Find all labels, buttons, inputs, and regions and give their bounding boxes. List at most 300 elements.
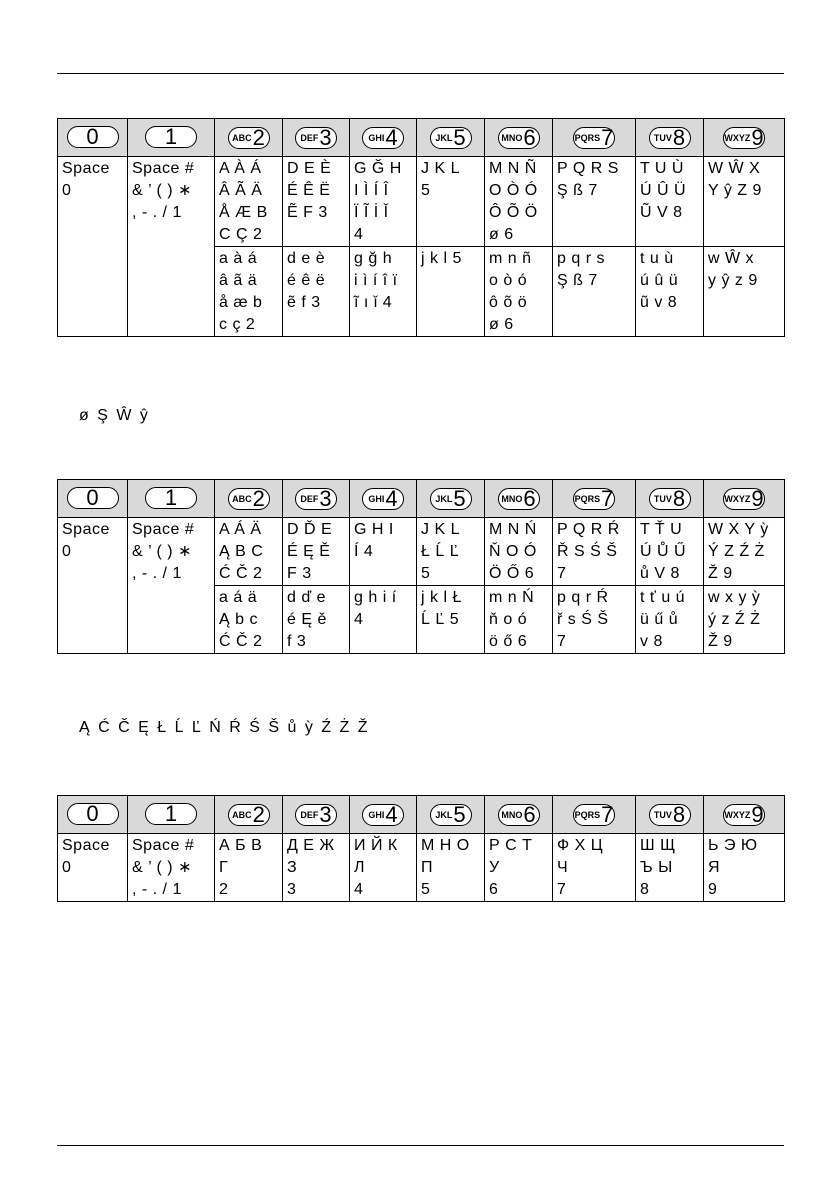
char-cell-line: t u ù [640, 250, 674, 267]
char-cell-line: É Ę Ě [287, 543, 331, 560]
key-digit: 1 [164, 485, 178, 510]
key-header-0 [58, 119, 128, 157]
key-header-3 [283, 480, 350, 518]
char-cell-table2.upper.3 [283, 518, 350, 586]
char-cell-line: , - . / 1 [132, 204, 182, 221]
char-cell-line: Ч [557, 859, 569, 876]
char-cell-table1.upper.7 [553, 157, 636, 247]
key-header-8 [636, 796, 704, 834]
key-7-icon [573, 485, 615, 511]
char-cell-table2.upper.4 [350, 518, 417, 586]
char-cell-line: 2 [219, 881, 229, 898]
char-cell-line: М Н О [421, 837, 470, 854]
char-cell-line: Ъ Ы [640, 859, 673, 876]
key-4-icon [362, 124, 404, 150]
char-cell-table1.lower.6 [636, 247, 704, 337]
key-2-icon [228, 485, 270, 511]
char-cell-table1.upper.3 [283, 157, 350, 247]
uppercase-row [58, 834, 785, 902]
key-9-icon [723, 485, 765, 511]
char-cell-line: â ã ä [219, 272, 258, 289]
key-2-icon [228, 124, 270, 150]
char-cell-table1.upper.6 [485, 157, 553, 247]
char-cell-line: G H I [354, 521, 394, 538]
char-cell-table3.upper.0 [58, 834, 128, 902]
char-cell-line: Ф Х Ц [557, 837, 604, 854]
char-cell-line: Ą b c [219, 611, 258, 628]
key-digit: 1 [164, 801, 178, 826]
key-letters: JKL [435, 132, 453, 143]
key-digit: 9 [751, 801, 764, 827]
key-3-icon [295, 124, 337, 150]
char-cell-line: P Q R S [557, 160, 619, 177]
key-letters: MNO [501, 132, 523, 143]
char-cell-table1.lower.1 [283, 247, 350, 337]
char-cell-line: W X Y ỳ [708, 521, 769, 538]
char-cell-line: é Ę ě [287, 611, 327, 628]
key-6-icon [498, 124, 540, 150]
char-cell-table3.upper.3 [283, 834, 350, 902]
char-cell-line: Ć Č 2 [219, 565, 263, 582]
char-cell-line: J K L [421, 160, 460, 177]
char-cell-table2.upper.7 [553, 518, 636, 586]
key-letters: GHI [368, 493, 385, 504]
key-digit: 3 [319, 801, 332, 827]
key-digit: 6 [523, 801, 536, 827]
char-cell-table1.upper.4 [350, 157, 417, 247]
char-cell-line: , - . / 1 [132, 881, 182, 898]
char-cell-line: ô õ ö [489, 294, 528, 311]
key-letters: PQRS [574, 132, 601, 143]
char-cell-line: Я [708, 859, 721, 876]
char-cell-line: Ï Ĩ İ Ǐ [354, 204, 389, 221]
char-cell-line: 7 [557, 881, 567, 898]
keypad-header-row [58, 796, 785, 834]
char-cell-table1.upper.8 [636, 157, 704, 247]
char-cell-line: f 3 [287, 633, 307, 650]
key-header-9 [704, 796, 785, 834]
key-header-9 [704, 480, 785, 518]
char-cell-table3.upper.4 [350, 834, 417, 902]
char-cell-line: , - . / 1 [132, 565, 182, 582]
char-cell-line: Ú Û Ü [640, 182, 687, 199]
char-cell-line: Ĺ Ľ 5 [421, 611, 460, 628]
key-digit: 0 [86, 801, 99, 826]
key-header-5 [417, 480, 485, 518]
key-3-icon [295, 801, 337, 827]
key-digit: 6 [523, 485, 536, 511]
char-cell-line: Ł Ĺ Ľ [421, 543, 460, 560]
key-8-icon [649, 485, 691, 511]
char-cell-line: Space # [132, 160, 195, 177]
char-cell-table1.lower.4 [485, 247, 553, 337]
uppercase-row [58, 157, 785, 247]
char-cell-table2.lower.0 [215, 586, 283, 654]
char-cell-line: И Й К [354, 837, 398, 854]
key-header-0 [58, 796, 128, 834]
key-header-8 [636, 480, 704, 518]
char-cell-line: ö ő 6 [489, 633, 528, 650]
key-digit: 8 [672, 124, 686, 150]
char-cell-line: 8 [640, 881, 650, 898]
key-header-4 [350, 480, 417, 518]
char-cell-line: p q r Ŕ [557, 589, 609, 606]
char-cell-line: c ç 2 [219, 316, 256, 333]
char-cell-table2.lower.7 [704, 586, 785, 654]
uppercase-row [58, 518, 785, 586]
key-header-7 [553, 796, 636, 834]
char-cell-line: é ê ë [287, 272, 326, 289]
key-header-6 [485, 119, 553, 157]
key-letters: ABC [232, 493, 252, 504]
char-cell-line: 5 [421, 182, 431, 199]
key-letters: ABC [232, 132, 252, 143]
char-cell-line: P Q R Ŕ [557, 521, 620, 538]
key-header-2 [215, 796, 283, 834]
key-letters: PQRS [574, 809, 601, 820]
special-characters-note-1: ø Ş Ŵ ŷ [79, 407, 150, 424]
char-cell-table2.lower.6 [636, 586, 704, 654]
char-cell-line: ř s Ś Š [557, 611, 609, 628]
key-4-icon [362, 801, 404, 827]
key-letters: JKL [435, 493, 453, 504]
key-digit: 2 [252, 801, 265, 827]
char-cell-line: T U Ù [640, 160, 684, 177]
key-letters: DEF [300, 493, 319, 504]
key-6-icon [498, 801, 540, 827]
char-cell-line: å æ b [219, 294, 263, 311]
key-digit: 8 [672, 801, 686, 827]
key-header-8 [636, 119, 704, 157]
key-8-icon [649, 124, 691, 150]
char-cell-line: W Ŵ X [708, 160, 761, 177]
key-7-icon [573, 801, 615, 827]
key-letters: WXYZ [724, 132, 751, 143]
char-cell-table2.upper.0 [58, 518, 128, 654]
key-3-icon [295, 485, 337, 511]
key-9-icon [723, 124, 765, 150]
char-cell-line: Ú Ů Ű [640, 543, 687, 560]
char-cell-table3.upper.6 [485, 834, 553, 902]
char-cell-table1.upper.2 [215, 157, 283, 247]
key-header-3 [283, 796, 350, 834]
char-cell-table3.upper.8 [636, 834, 704, 902]
char-cell-line: w Ŵ x [708, 250, 755, 267]
char-cell-line: 5 [421, 881, 431, 898]
char-cell-line: Ẽ F 3 [287, 204, 328, 221]
char-cell-line: G Ğ H [354, 160, 402, 177]
character-table-latin-central [57, 479, 785, 654]
key-2-icon [228, 801, 270, 827]
keypad-header-row [58, 480, 785, 518]
key-header-9 [704, 119, 785, 157]
char-cell-line: ẽ f 3 [287, 294, 321, 311]
char-cell-table1.upper.0 [58, 157, 128, 337]
key-letters: MNO [501, 809, 523, 820]
char-cell-line: É Ê Ë [287, 182, 331, 199]
char-cell-line: ň o ó [489, 611, 528, 628]
char-cell-line: Å Æ B [219, 204, 268, 221]
char-cell-line: ø 6 [489, 316, 514, 333]
char-cell-table1.upper.9 [704, 157, 785, 247]
key-digit: 6 [523, 124, 536, 150]
char-cell-line: ý z Ź Ż [708, 611, 761, 628]
char-cell-table1.lower.7 [704, 247, 785, 337]
key-letters: MNO [501, 493, 523, 504]
key-letters: WXYZ [724, 493, 751, 504]
key-header-4 [350, 796, 417, 834]
key-digit: 7 [601, 485, 614, 511]
key-letters: PQRS [574, 493, 601, 504]
key-header-1 [128, 796, 215, 834]
footer-rule [57, 1145, 784, 1146]
char-cell-line: ú û ü [640, 272, 679, 289]
key-letters: JKL [435, 809, 453, 820]
char-cell-line: ũ v 8 [640, 294, 678, 311]
char-cell-line: O Ò Ó [489, 182, 538, 199]
key-letters: DEF [300, 809, 319, 820]
char-cell-line: 4 [354, 611, 364, 628]
key-digit: 5 [453, 801, 466, 827]
char-cell-line: Â Ã Ä [219, 182, 263, 199]
char-cell-line: 4 [354, 881, 364, 898]
key-header-5 [417, 119, 485, 157]
char-cell-table3.upper.7 [553, 834, 636, 902]
char-cell-line: J K L [421, 521, 460, 538]
char-cell-line: Ý Z Ź Ż [708, 543, 765, 560]
key-letters: TUV [653, 132, 672, 143]
char-cell-line: Space # [132, 837, 195, 854]
char-cell-line: m n Ń [489, 589, 535, 606]
key-0-icon [67, 487, 119, 509]
char-cell-line: А Б В [219, 837, 263, 854]
char-cell-line: Ũ V 8 [640, 204, 683, 221]
char-cell-line: 7 [557, 565, 567, 582]
char-cell-table3.upper.9 [704, 834, 785, 902]
char-cell-line: Ö Ő 6 [489, 565, 535, 582]
key-9-icon [723, 801, 765, 827]
char-cell-line: & ’ ( ) ∗ [132, 859, 192, 876]
key-5-icon [430, 124, 472, 150]
char-cell-line: У [489, 859, 500, 876]
char-cell-line: y ŷ z 9 [708, 272, 758, 289]
char-cell-table2.lower.4 [485, 586, 553, 654]
char-cell-line: a á ä [219, 589, 258, 606]
char-cell-line: A À Á [219, 160, 262, 177]
char-cell-line: 4 [354, 226, 364, 243]
key-digit: 2 [252, 485, 265, 511]
char-cell-line: Í 4 [354, 543, 374, 560]
char-cell-line: o ò ó [489, 272, 528, 289]
char-cell-line: I Ì Í Î [354, 182, 389, 199]
key-header-7 [553, 480, 636, 518]
char-cell-line: 0 [62, 859, 72, 876]
char-cell-table1.lower.5 [553, 247, 636, 337]
key-header-1 [128, 119, 215, 157]
char-cell-table2.lower.2 [350, 586, 417, 654]
char-cell-line: a à á [219, 250, 258, 267]
char-cell-line: 3 [287, 881, 297, 898]
char-cell-table2.upper.8 [636, 518, 704, 586]
key-digit: 0 [86, 124, 99, 149]
key-header-0 [58, 480, 128, 518]
key-digit: 2 [252, 124, 265, 150]
char-cell-line: 5 [421, 565, 431, 582]
char-cell-line: t ť u ú [640, 589, 686, 606]
key-digit: 5 [453, 485, 466, 511]
key-digit: 7 [601, 801, 614, 827]
char-cell-line: Space # [132, 521, 195, 538]
char-cell-line: D E È [287, 160, 332, 177]
char-cell-line: 7 [557, 633, 567, 650]
key-digit: 4 [385, 485, 398, 511]
char-cell-line: ø 6 [489, 226, 514, 243]
key-header-6 [485, 796, 553, 834]
char-cell-line: & ’ ( ) ∗ [132, 543, 192, 560]
char-cell-line: F 3 [287, 565, 312, 582]
key-digit: 3 [319, 485, 332, 511]
key-digit: 3 [319, 124, 332, 150]
key-letters: GHI [368, 809, 385, 820]
special-characters-note-2: Ą Ć Č Ę Ł Ĺ Ľ Ń Ŕ Ś Š ů ỳ Ź Ż Ž [79, 719, 370, 736]
char-cell-table2.upper.9 [704, 518, 785, 586]
key-7-icon [573, 124, 615, 150]
char-cell-line: D Ď E [287, 521, 333, 538]
key-letters: GHI [368, 132, 385, 143]
key-5-icon [430, 485, 472, 511]
key-digit: 5 [453, 124, 466, 150]
char-cell-line: j k l Ł [421, 589, 462, 606]
char-cell-line: Д Е Ж [287, 837, 335, 854]
char-cell-line: 6 [489, 881, 499, 898]
char-cell-table3.upper.5 [417, 834, 485, 902]
char-cell-line: Ž 9 [708, 633, 733, 650]
key-header-6 [485, 480, 553, 518]
char-cell-line: & ’ ( ) ∗ [132, 182, 192, 199]
key-digit: 9 [751, 124, 764, 150]
key-digit: 8 [672, 485, 686, 511]
keypad-header-row [58, 119, 785, 157]
key-header-4 [350, 119, 417, 157]
key-0-icon [67, 803, 119, 825]
key-letters: WXYZ [724, 809, 751, 820]
key-0-icon [67, 126, 119, 148]
char-cell-line: M N Ń [489, 521, 537, 538]
key-digit: 4 [385, 801, 398, 827]
key-digit: 0 [86, 485, 99, 510]
char-cell-line: m n ñ [489, 250, 532, 267]
char-cell-line: З [287, 859, 298, 876]
char-cell-line: p q r s [557, 250, 605, 267]
char-cell-table3.upper.1 [128, 834, 215, 902]
char-cell-table3.upper.2 [215, 834, 283, 902]
char-cell-line: 0 [62, 182, 72, 199]
header-rule [57, 73, 784, 74]
key-header-1 [128, 480, 215, 518]
key-header-2 [215, 480, 283, 518]
key-8-icon [649, 801, 691, 827]
char-cell-line: Ь Э Ю [708, 837, 758, 854]
char-cell-line: A Á Ä [219, 521, 262, 538]
char-cell-table1.lower.0 [215, 247, 283, 337]
char-cell-line: Ş ß 7 [557, 272, 598, 289]
key-header-5 [417, 796, 485, 834]
key-header-2 [215, 119, 283, 157]
char-cell-table1.upper.5 [417, 157, 485, 247]
key-header-7 [553, 119, 636, 157]
char-cell-table2.upper.1 [128, 518, 215, 654]
char-cell-line: ů V 8 [640, 565, 680, 582]
char-cell-table2.upper.6 [485, 518, 553, 586]
char-cell-table1.lower.2 [350, 247, 417, 337]
key-digit: 1 [164, 124, 178, 149]
char-cell-line: Ř S Ś Š [557, 543, 618, 560]
char-cell-line: d e è [287, 250, 326, 267]
key-5-icon [430, 801, 472, 827]
char-cell-line: C Ç 2 [219, 226, 263, 243]
char-cell-table2.lower.1 [283, 586, 350, 654]
char-cell-line: ĩ ı ǐ 4 [354, 294, 393, 311]
key-digit: 4 [385, 124, 398, 150]
char-cell-line: ü ű ů [640, 611, 679, 628]
key-1-icon [145, 487, 197, 509]
char-cell-line: v 8 [640, 633, 663, 650]
key-digit: 9 [751, 485, 764, 511]
char-cell-table1.upper.1 [128, 157, 215, 337]
char-cell-line: T Ť U [640, 521, 683, 538]
key-1-icon [145, 803, 197, 825]
char-cell-table2.upper.2 [215, 518, 283, 586]
key-header-3 [283, 119, 350, 157]
char-cell-line: g h i í [354, 589, 397, 606]
char-cell-table2.upper.5 [417, 518, 485, 586]
character-table-cyrillic [57, 795, 785, 902]
char-cell-line: 9 [708, 881, 718, 898]
char-cell-line: Space [62, 837, 110, 854]
key-1-icon [145, 126, 197, 148]
char-cell-line: Р С Т [489, 837, 533, 854]
char-cell-line: Ą B C [219, 543, 264, 560]
key-6-icon [498, 485, 540, 511]
char-cell-line: Y ŷ Z 9 [708, 182, 762, 199]
char-cell-table1.lower.3 [417, 247, 485, 337]
char-cell-line: i ì í î ï [354, 272, 398, 289]
char-cell-line: Ž 9 [708, 565, 733, 582]
key-letters: ABC [232, 809, 252, 820]
char-cell-line: Л [354, 859, 365, 876]
char-cell-line: M N Ñ [489, 160, 537, 177]
char-cell-line: d ď e [287, 589, 327, 606]
char-cell-table2.lower.5 [553, 586, 636, 654]
char-cell-line: Space [62, 521, 110, 538]
key-4-icon [362, 485, 404, 511]
key-letters: DEF [300, 132, 319, 143]
char-cell-line: Г [219, 859, 229, 876]
char-cell-line: Ş ß 7 [557, 182, 598, 199]
char-cell-line: 0 [62, 543, 72, 560]
char-cell-line: Ň O Ó [489, 543, 537, 560]
char-cell-line: П [421, 859, 433, 876]
char-cell-line: Ć Č 2 [219, 633, 263, 650]
char-cell-table2.lower.3 [417, 586, 485, 654]
key-letters: TUV [653, 493, 672, 504]
char-cell-line: w x y ỳ [708, 589, 761, 606]
char-cell-line: Ô Õ Ö [489, 204, 538, 221]
char-cell-line: Space [62, 160, 110, 177]
char-cell-line: Ш Щ [640, 837, 676, 854]
char-cell-line: j k l 5 [421, 250, 462, 267]
key-letters: TUV [653, 809, 672, 820]
